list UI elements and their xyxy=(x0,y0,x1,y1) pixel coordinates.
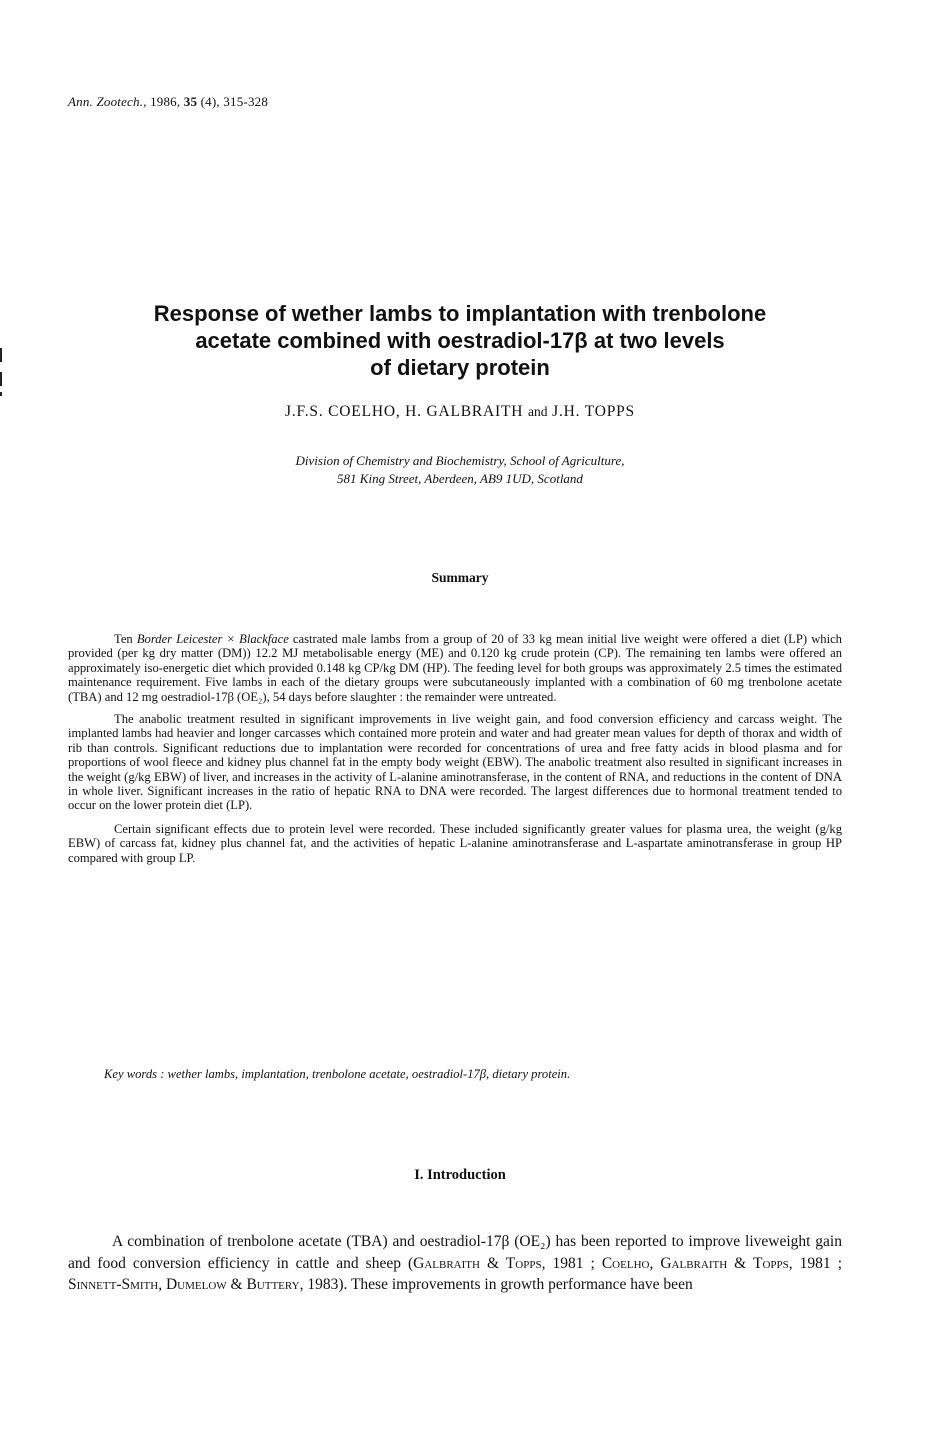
journal-abbrev: Ann. Zootech. xyxy=(68,94,144,109)
title-line-2: acetate combined with oestradiol-17β at two levels xyxy=(195,328,725,353)
journal-year: , 1986, xyxy=(143,94,184,109)
summary-paragraph-1 xyxy=(68,632,842,704)
affiliation xyxy=(60,452,860,488)
summary-heading: Summary xyxy=(431,570,489,585)
affiliation-line-1: Division of Chemistry and Biochemistry, School of Agriculture, xyxy=(295,453,625,468)
journal-volume: 35 xyxy=(183,94,198,109)
intro-text: , 1983). These improvements in growth performance have been xyxy=(299,1276,693,1293)
summary-paragraph-3: Certain significant effects due to protein level were recorded. These included significantly greater values for plasma urea, the weight (g/kg EBW) of carcass fat, kidney plus channel fat, and the activities of hepatic L-alanine aminotransferase and L-aspartate aminotransferase in group HP compared with group LP. xyxy=(68,821,842,865)
citation: Galbraith & Topps xyxy=(413,1254,542,1272)
journal-issue-pages: (4), 315-328 xyxy=(197,94,269,109)
introduction-body xyxy=(68,1231,842,1296)
author-names: J.F.S. COELHO, H. GALBRAITH xyxy=(285,403,524,420)
margin-mark xyxy=(0,348,2,362)
intro-text: , 1981 ; xyxy=(541,1254,602,1272)
citation: Coelho, Galbraith & Topps xyxy=(601,1254,789,1272)
paper-title xyxy=(60,300,860,381)
summary-text: castrated male lambs from a group of 20 of 33 kg mean initial live weight were offered a diet (LP) which provided (per kg dry matter (DM)) 12.2 MJ metabolisable energy (ME) and 0.120 kg crude protein (CP). The remaining ten lambs were offered an approximately iso-energetic diet which provided 0.148 kg CP/kg DM (HP). The feeding level for both groups was approximately 2.5 times the estimated maintenance requirement. Five lambs in each of the dietary groups were subcutaneously implanted with a combination of 60 mg trenbolone acetate (TBA) and 12 mg oestradiol-17β (OE₂), 54 days before slaughter : the remainder were untreated. xyxy=(68,632,842,704)
margin-mark xyxy=(0,392,2,396)
breed-name: Border Leicester × Blackface xyxy=(136,632,289,646)
margin-mark xyxy=(0,372,2,386)
introduction-paragraph xyxy=(68,1231,842,1296)
summary-body xyxy=(68,632,842,874)
summary-paragraph-2: The anabolic treatment resulted in significant improvements in live weight gain, and food conversion efficiency and carcass weight. The implanted lambs had heavier and longer carcasses which contained more protein and water and had greater mean values for depth of thorax and width of rib than controls. Significant reductions due to implantation were recorded for concentrations of urea and free fatty acids in blood plasma and for proportions of wool fleece and kidney plus channel fat in the empty body weight (EBW). The anabolic treatment also resulted in significant increases in the weight (g/kg EBW) of liver, and increases in the activity of L-alanine aminotransferase, in the content of RNA, and reductions in the content of DNA in whole liver. Significant increases in the ratio of hepatic RNA to DNA were recorded. The largest differences due to hormonal treatment tended to occur on the lower protein diet (LP). xyxy=(68,712,842,813)
title-line-1: Response of wether lambs to implantation with trenbolone xyxy=(153,301,767,326)
summary-text: Ten xyxy=(114,632,137,646)
keywords: Key words : wether lambs, implantation, trenbolone acetate, oestradiol-17β, dietary protein. xyxy=(104,1067,571,1081)
affiliation-line-2: 581 King Street, Aberdeen, AB9 1UD, Scotland xyxy=(337,471,583,486)
author-and: and xyxy=(527,404,548,419)
intro-text: , 1981 ; xyxy=(788,1254,843,1272)
title-line-3: of dietary protein xyxy=(370,355,550,380)
journal-reference xyxy=(68,94,268,110)
intro-text: A combination of trenbolone acetate (TBA) and oestradiol-17β (OE₂) has been reported to improve liveweight gain and food conversion efficiency in cattle and sheep ( xyxy=(68,1233,842,1272)
citation: Sinnett-Smith, Dumelow & Buttery xyxy=(68,1276,300,1293)
author-last: J.H. TOPPS xyxy=(552,403,635,420)
author-list xyxy=(60,403,860,421)
introduction-heading: I. Introduction xyxy=(414,1167,506,1183)
